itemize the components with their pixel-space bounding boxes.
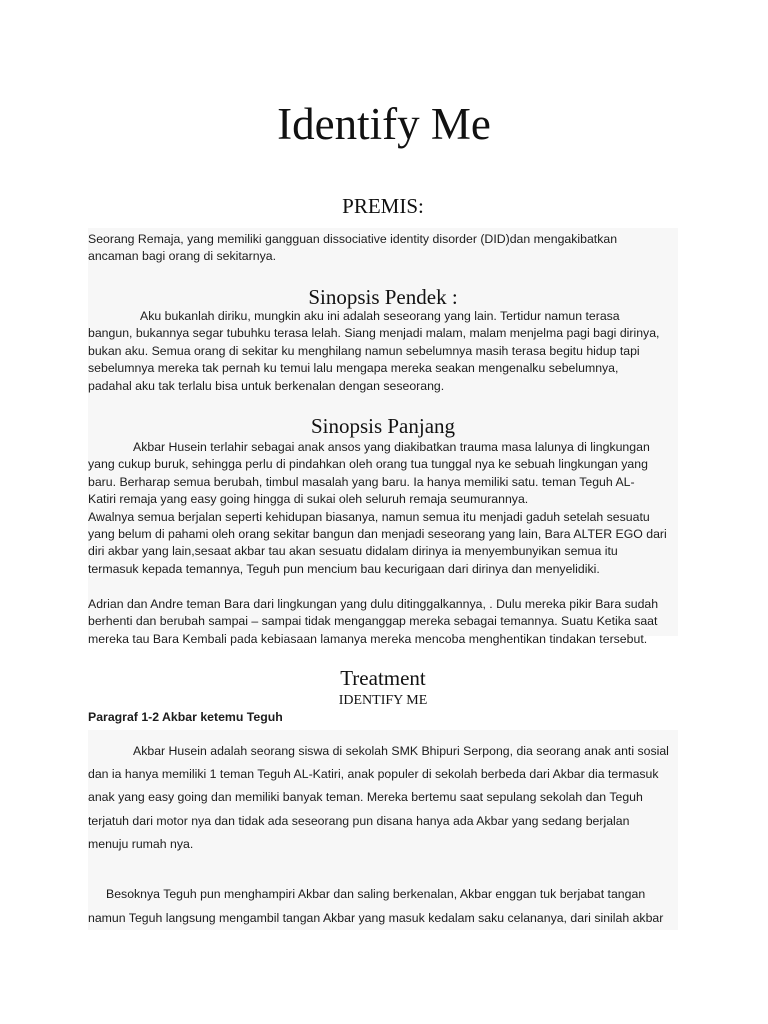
sinopsis-panjang-line: Adrian dan Andre teman Bara dari lingkungan yang dulu ditinggalkannya, . Dulu mereka pikir Bara sudah [88, 597, 659, 611]
sinopsis-pendek-line: bangun, bukannya segar tubuhku terasa lelah. Siang menjadi malam, malam menjelma pagi bagi dirinya, [88, 326, 660, 341]
treatment-paragraph-1 [88, 740, 678, 856]
premis-heading: PREMIS: [342, 194, 424, 218]
treatment-line: namun Teguh langsung mengambil tangan Akbar yang masuk kedalam saku celananya, dari sinilah akbar [88, 911, 664, 925]
sinopsis-panjang-heading: Sinopsis Panjang [310, 414, 456, 438]
premis-line: Seorang Remaja, yang memiliki gangguan dissociative identity disorder (DID)dan mengakibatkan [88, 232, 618, 246]
treatment-line: dan ia hanya memiliki 1 teman Teguh AL-Katiri, anak populer di sekolah berbeda dari Akbar dia termasuk [88, 767, 659, 782]
treatment-line: terjatuh dari motor nya dan tidak ada seseorang pun disana hanya ada Akbar yang sedang berjalan [88, 813, 630, 828]
treatment-line: Besoknya Teguh pun menghampiri Akbar dan saling berkenalan, Akbar enggan tuk berjabat tangan [106, 887, 646, 901]
sinopsis-panjang-line: berhenti dan berubah sampai – sampai tidak menganggap mereka sebagai temannya. Suatu Ketika saat [88, 614, 658, 629]
sinopsis-panjang-line: yang cukup buruk, sehingga perlu di pindahkan oleh orang tua tunggal nya ke sebuah lingkungan yang [88, 457, 648, 472]
sinopsis-panjang-paragraph-2 [88, 596, 678, 648]
sinopsis-panjang-line: Awalnya semua berjalan seperti kehidupan biasanya, namun semua itu menjadi gaduh setelah sesuatu [88, 509, 650, 524]
sinopsis-panjang-line: yang belum di pahami oleh orang sekitar bangun dan menjadi seseorang yang lain, Bara ALTER EGO dari [88, 527, 667, 542]
sinopsis-pendek-line: sebelumnya mereka tak pernah ku temui lalu mengapa mereka seakan mengenalku sebelumnya, [88, 361, 619, 376]
sinopsis-panjang-line: termasuk kepada temannya, Teguh pun mencium bau kecurigaan dari dirinya dan menyelidiki. [88, 561, 600, 576]
sinopsis-panjang-paragraph [88, 439, 678, 578]
treatment-heading: Treatment [340, 666, 426, 690]
sinopsis-pendek-line: Aku bukanlah diriku, mungkin aku ini adalah seseorang yang lain. Tertidur namun terasa [140, 309, 620, 323]
document-title: Identify Me [277, 99, 491, 149]
sinopsis-pendek-heading: Sinopsis Pendek : [308, 285, 458, 309]
sinopsis-pendek-line: padahal aku tak terlalu bisa untuk berkenalan dengan seseorang. [88, 378, 445, 393]
sinopsis-panjang-line: baru. Berharap semua berubah, timbul masalah yang baru. Ia hanya memiliki satu. teman Teguh AL- [88, 474, 635, 489]
sinopsis-panjang-line: mereka tau Bara Kembali pada kebiasaan lamanya mereka mencoba menghentikan tindakan tersebut. [88, 631, 648, 646]
premis-paragraph [88, 231, 678, 266]
sinopsis-pendek-paragraph [88, 308, 678, 395]
sinopsis-panjang-line: Katiri remaja yang easy going hingga di sukai oleh seluruh remaja seumurannya. [88, 492, 529, 507]
treatment-line: anak yang easy going dan memiliki banyak teman. Mereka bertemu saat sepulang sekolah dan Teguh [88, 790, 643, 805]
section-label: Paragraf 1-2 Akbar ketemu Teguh [88, 710, 283, 724]
sinopsis-panjang-line: Akbar Husein terlahir sebagai anak ansos yang diakibatkan trauma masa lalunya di lingkungan [133, 440, 650, 454]
treatment-subheading: IDENTIFY ME [338, 693, 428, 708]
premis-line: ancaman bagi orang di sekitarnya. [88, 249, 276, 264]
treatment-paragraph-2 [88, 882, 678, 930]
treatment-line: Akbar Husein adalah seorang siswa di sekolah SMK Bhipuri Serpong, dia seorang anak anti sosial [133, 744, 669, 758]
sinopsis-panjang-line: diri akbar yang lain,sesaat akbar tau akan sesuatu didalam dirinya ia menyembunyikan semua itu [88, 544, 618, 559]
treatment-line: menuju rumah nya. [88, 836, 194, 851]
sinopsis-pendek-line: bukan aku. Semua orang di sekitar ku menghilang namun sebelumnya masih terasa begitu hidup tapi [88, 343, 640, 358]
